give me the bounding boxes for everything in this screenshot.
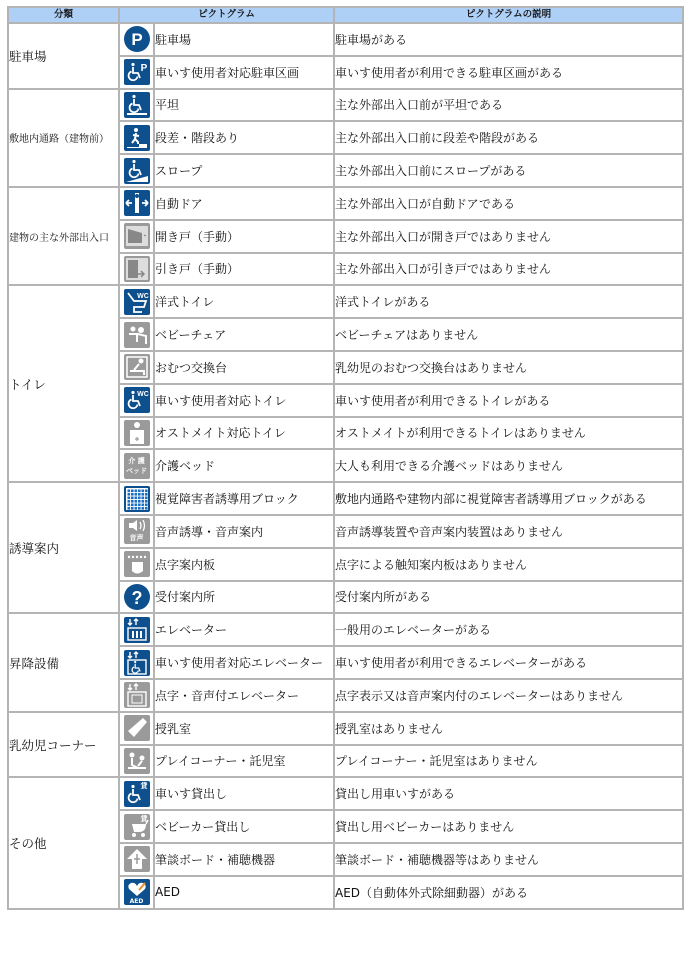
pictogram-name: 引き戸（手動） [154,253,334,286]
pictogram-name: 洋式トイレ [154,285,334,318]
category-cell: トイレ [8,285,119,482]
wheelchair-rental-icon [124,781,150,807]
pictogram-name: ベビーチェア [154,318,334,351]
pictogram-cell [119,417,154,450]
ostomate-toilet-icon [124,420,150,446]
pictogram-description: 一般用のエレベーターがある [334,613,683,646]
pictogram-cell [119,876,154,909]
pictogram-description: 車いす使用者が利用できるエレベーターがある [334,646,683,679]
pictogram-cell [119,613,154,646]
icon-text: 貸 [140,814,148,823]
pictogram-name: 授乳室 [154,712,334,745]
table-row [8,89,683,122]
header-category: 分類 [8,7,119,23]
category-cell: 乳幼児コーナー [8,712,119,778]
pictogram-name: 音声誘導・音声案内 [154,515,334,548]
automatic-door-icon [124,190,150,216]
pictogram-description: 点字による触知案内板はありません [334,548,683,581]
pictogram-cell [119,187,154,220]
wheelchair-flat-icon [124,92,150,118]
category-cell: 建物の主な外部出入口 [8,187,119,285]
audio-guidance-icon [124,518,150,544]
elevator-icon [124,617,150,643]
pictogram-name: 駐車場 [154,23,334,56]
pictogram-name: 介護ベッド [154,449,334,482]
header-pictogram: ピクトグラム [119,7,334,23]
nursing-room-icon [124,715,150,741]
pictogram-description: ベビーチェアはありません [334,318,683,351]
pictogram-cell [119,253,154,286]
pictogram-cell [119,745,154,778]
pictogram-name: プレイコーナー・託児室 [154,745,334,778]
table-row [8,712,683,745]
pictogram-description: 主な外部出入口が自動ドアである [334,187,683,220]
pictogram-cell [119,777,154,810]
pictogram-description: 音声誘導装置や音声案内装置はありません [334,515,683,548]
table-row [8,777,683,810]
pictogram-description: オストメイトが利用できるトイレはありません [334,417,683,450]
pictogram-name: 車いす貸出し [154,777,334,810]
category-cell: 敷地内通路（建物前） [8,89,119,187]
wheelchair-parking-icon [124,59,150,85]
pictogram-description: 貸出し用車いすがある [334,777,683,810]
wheelchair-elevator-icon [124,650,150,676]
pictogram-name: エレベーター [154,613,334,646]
pictogram-description: 貸出し用ベビーカーはありません [334,810,683,843]
hinged-door-icon [124,223,150,249]
aed-icon [124,879,150,905]
icon-text: 貸 [140,781,148,790]
pictogram-cell [119,285,154,318]
pictogram-cell [119,56,154,89]
pictogram-description: 主な外部出入口が開き戸ではありません [334,220,683,253]
pictogram-cell [119,646,154,679]
svg-text:WC: WC [136,391,149,399]
pictogram-description: 敷地内通路や建物内部に視覚障害者誘導用ブロックがある [334,482,683,515]
table-row [8,285,683,318]
pictogram-cell [119,351,154,384]
pictogram-description: 主な外部出入口前にスロープがある [334,154,683,187]
pictogram-cell [119,154,154,187]
pictogram-description: 主な外部出入口が引き戸ではありません [334,253,683,286]
category-cell: 昇降設備 [8,613,119,711]
wheelchair-slope-icon [124,158,150,184]
pictogram-description: プレイコーナー・託児室はありません [334,745,683,778]
pictogram-name: 車いす使用者対応エレベーター [154,646,334,679]
pictogram-cell [119,679,154,712]
pictogram-name: 車いす使用者対応駐車区画 [154,56,334,89]
pictogram-description: 駐車場がある [334,23,683,56]
stroller-rental-icon [124,814,150,840]
pictogram-description: 授乳室はありません [334,712,683,745]
diaper-changing-icon [124,354,150,380]
pictogram-name: ベビーカー貸出し [154,810,334,843]
pictogram-description: 車いす使用者が利用できる駐車区画がある [334,56,683,89]
category-cell: 駐車場 [8,23,119,89]
pictogram-name: 受付案内所 [154,581,334,614]
pictogram-cell [119,548,154,581]
category-cell: 誘導案内 [8,482,119,613]
table-row [8,187,683,220]
pictogram-description: AED（自動体外式除細動器）がある [334,876,683,909]
pictogram-name: 開き戸（手動） [154,220,334,253]
pictogram-name: おむつ交換台 [154,351,334,384]
pictogram-description: 点字表示又は音声案内付のエレベーターはありません [334,679,683,712]
pictogram-name: 自動ドア [154,187,334,220]
pictogram-name: 点字・音声付エレベーター [154,679,334,712]
pictogram-description: 受付案内所がある [334,581,683,614]
icon-text: 音声 [129,534,144,543]
pictogram-name: 視覚障害者誘導用ブロック [154,482,334,515]
pictogram-cell [119,89,154,122]
table-row [8,613,683,646]
parking-icon [124,26,150,52]
pictogram-description: 大人も利用できる介護ベッドはありません [334,449,683,482]
icon-text: ベッド [126,466,147,475]
pictogram-cell [119,515,154,548]
information-desk-icon [124,584,150,610]
pictogram-name: スロープ [154,154,334,187]
table-row [8,482,683,515]
pictogram-description: 車いす使用者が利用できるトイレがある [334,384,683,417]
pictogram-name: オストメイト対応トイレ [154,417,334,450]
header-row [8,7,683,23]
pictogram-cell [119,810,154,843]
pictogram-name: 段差・階段あり [154,121,334,154]
pictogram-name: AED [154,876,334,909]
baby-chair-icon [124,322,150,348]
icon-text: AED [129,898,144,906]
pictogram-name: 平坦 [154,89,334,122]
pictogram-name: 車いす使用者対応トイレ [154,384,334,417]
pictogram-description: 乳幼児のおむつ交換台はありません [334,351,683,384]
pictogram-name: 点字案内板 [154,548,334,581]
play-corner-icon [124,748,150,774]
pictogram-description: 主な外部出入口前が平坦である [334,89,683,122]
writing-board-hearing-aid-icon [124,846,150,872]
table-row [8,23,683,56]
pictogram-cell [119,482,154,515]
braille-audio-elevator-icon [124,682,150,708]
icon-text: 介 護 [128,456,145,465]
pictogram-table [7,6,684,910]
svg-text:?: ? [131,587,142,608]
step-stairs-icon [124,125,150,151]
pictogram-cell [119,581,154,614]
tactile-paving-icon [124,486,150,512]
pictogram-cell [119,449,154,482]
pictogram-cell [119,712,154,745]
wheelchair-toilet-icon [124,387,150,413]
pictogram-description: 洋式トイレがある [334,285,683,318]
pictogram-name: 筆談ボード・補聴機器 [154,843,334,876]
care-bed-icon [124,453,150,479]
header-description: ピクトグラムの説明 [334,7,683,23]
pictogram-cell [119,384,154,417]
pictogram-cell [119,220,154,253]
braille-board-icon [124,551,150,577]
pictogram-cell [119,121,154,154]
pictogram-cell [119,23,154,56]
category-cell: その他 [8,777,119,908]
svg-text:P: P [140,63,147,75]
svg-text:WC: WC [136,292,149,300]
pictogram-cell [119,318,154,351]
pictogram-description: 主な外部出入口前に段差や階段がある [334,121,683,154]
pictogram-cell [119,843,154,876]
sliding-door-icon [124,256,150,282]
western-toilet-icon [124,289,150,315]
svg-text:P: P [130,30,143,50]
pictogram-description: 筆談ボード・補聴機器等はありません [334,843,683,876]
